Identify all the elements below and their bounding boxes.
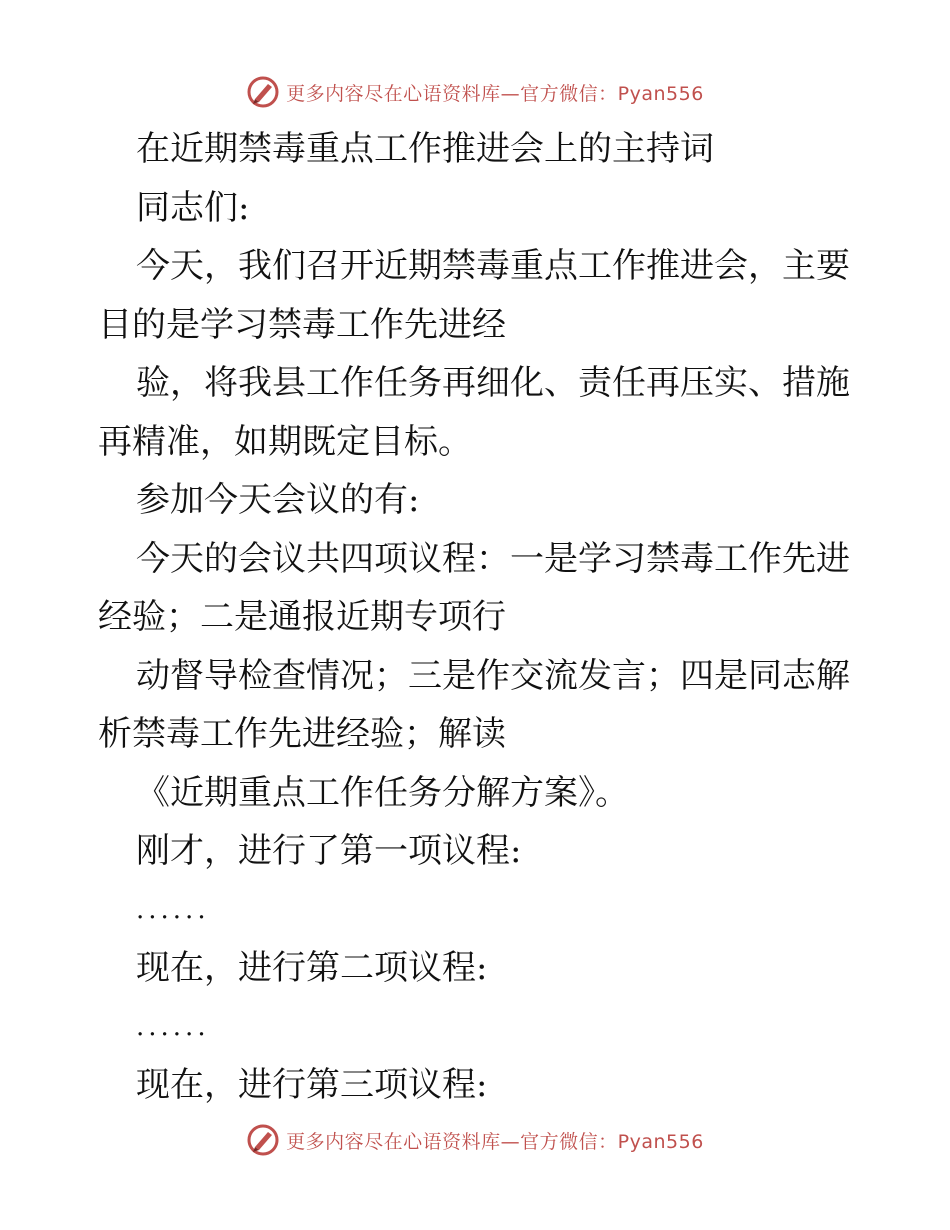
pen-logo-icon	[246, 75, 280, 109]
paragraph-line: 经验；二是通报近期专项行	[98, 597, 506, 637]
paragraph-line: 验，将我县工作任务再细化、责任再压实、措施	[136, 363, 850, 403]
footer-banner	[0, 1120, 950, 1160]
paragraph-line: 析禁毒工作先进经验；解读	[98, 714, 506, 754]
paragraph-line: 动督导检查情况；三是作交流发言；四是同志解	[136, 655, 850, 696]
salutation: 同志们:	[136, 187, 250, 228]
paragraph-line: 刚才，进行了第一项议程:	[136, 831, 522, 871]
document-title: 在近期禁毒重点工作推进会上的主持词	[136, 129, 714, 169]
paragraph-line: 今天的会议共四项议程：一是学习禁毒工作先进	[136, 538, 850, 579]
paragraph-line: 再精准，如期既定目标。	[98, 421, 472, 462]
paragraph-line: 《近期重点工作任务分解方案》。	[136, 772, 629, 813]
header-banner	[0, 72, 950, 112]
paragraph-line: 今天，我们召开近期禁毒重点工作推进会，主要	[136, 246, 850, 286]
document-body	[98, 120, 858, 1115]
paragraph-line: 目的是学习禁毒工作先进经	[98, 304, 506, 345]
banner-text: 更多内容尽在心语资料库—官方微信：Pyan556	[286, 82, 704, 105]
paragraph-line: 现在，进行第三项议程:	[136, 1065, 488, 1105]
pen-logo-icon	[246, 1123, 280, 1157]
ellipsis-line: ......	[136, 1011, 210, 1042]
paragraph-line: 现在，进行第二项议程:	[136, 948, 488, 988]
ellipsis-line: ......	[136, 894, 210, 925]
banner-text: 更多内容尽在心语资料库—官方微信：Pyan556	[286, 1130, 704, 1153]
paragraph-line: 参加今天会议的有:	[136, 480, 420, 520]
